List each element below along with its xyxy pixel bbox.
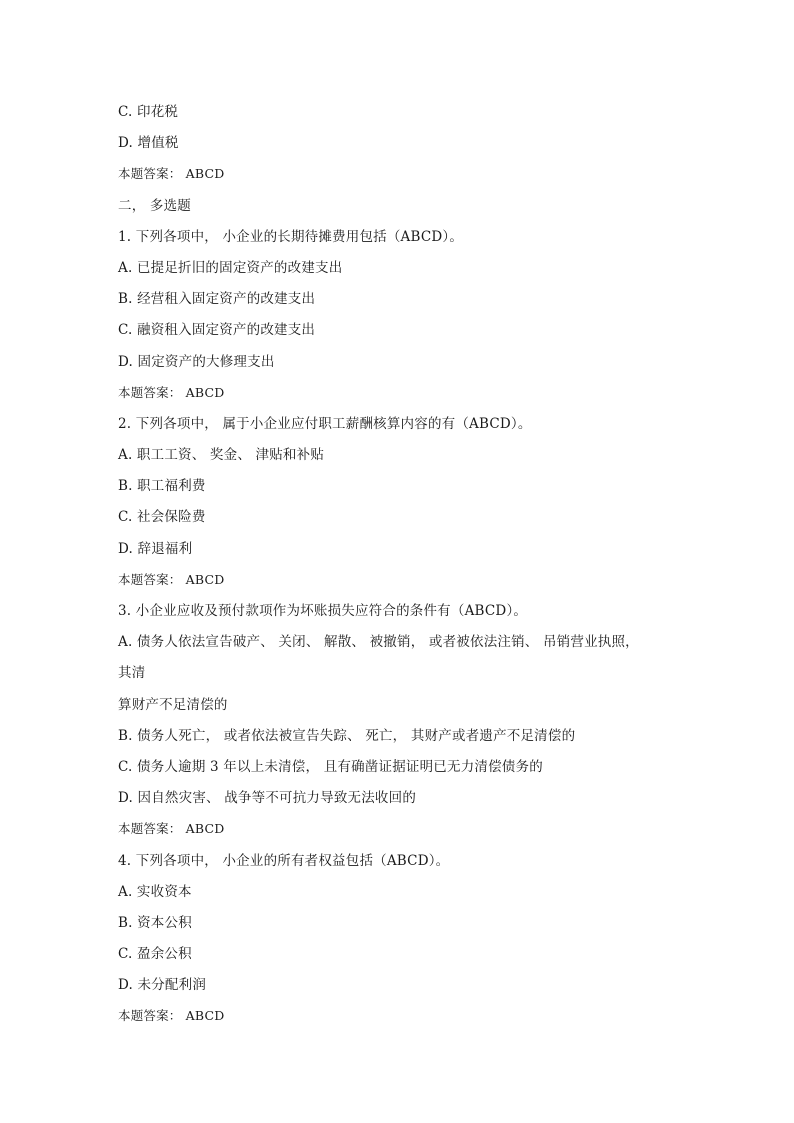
- question-4-option-b: B. 资本公积: [118, 914, 192, 931]
- question-3-answer: 本题答案： ABCD: [118, 821, 225, 837]
- question-1: 1. 下列各项中， 小企业的长期待摊费用包括（ABCD）。: [118, 228, 464, 245]
- question-4: 4. 下列各项中， 小企业的所有者权益包括（ABCD）。: [118, 852, 450, 869]
- question-1-option-a: A. 已提足折旧的固定资产的改建支出: [118, 259, 343, 276]
- question-1-option-b: B. 经营租入固定资产的改建支出: [118, 291, 316, 308]
- question-3-option-a-cont-1: 其清: [118, 665, 146, 682]
- question-3-option-d: D. 因自然灾害、 战争等不可抗力导致无法收回的: [118, 790, 417, 807]
- question-3-option-a: A. 债务人依法宣告破产、 关闭、 解散、 被撤销， 或者被依法注销、 吊销营业执照，: [118, 634, 639, 651]
- question-3-option-b: B. 债务人死亡， 或者依法被宣告失踪、 死亡， 其财产或者遗产不足清偿的: [118, 727, 576, 744]
- question-2-option-d: D. 辞退福利: [118, 540, 193, 557]
- question-2-option-c: C. 社会保险费: [118, 509, 206, 526]
- question-2-option-a: A. 职工工资、 奖金、 津贴和补贴: [118, 447, 325, 464]
- section-heading-multiple-choice: 二， 多选题: [118, 197, 191, 214]
- question-2: 2. 下列各项中， 属于小企业应付职工薪酬核算内容的有（ABCD）。: [118, 415, 532, 432]
- question-4-option-d: D. 未分配利润: [118, 977, 207, 994]
- question-2-option-b: B. 职工福利费: [118, 478, 206, 495]
- question-4-option-a: A. 实收资本: [118, 883, 192, 900]
- document-body: [118, 101, 718, 1037]
- question-3-option-a-cont-2: 算财产不足清偿的: [118, 696, 228, 713]
- question-1-option-c: C. 融资租入固定资产的改建支出: [118, 322, 316, 339]
- question-1-option-d: D. 固定资产的大修理支出: [118, 353, 275, 370]
- answer-line: 本题答案： ABCD: [118, 166, 225, 182]
- question-4-answer: 本题答案： ABCD: [118, 1008, 225, 1024]
- option-c-stamp-tax: C. 印花税: [118, 104, 179, 120]
- option-d-vat: D. 增值税: [118, 135, 179, 152]
- question-4-option-c: C. 盈余公积: [118, 946, 192, 963]
- question-2-answer: 本题答案： ABCD: [118, 571, 225, 587]
- question-3-option-c: C. 债务人逾期 3 年以上未清偿， 且有确凿证据证明已无力清偿债务的: [118, 758, 543, 775]
- question-3: 3. 小企业应收及预付款项作为坏账损失应符合的条件有（ABCD）。: [118, 603, 528, 619]
- question-1-answer: 本题答案： ABCD: [118, 384, 225, 400]
